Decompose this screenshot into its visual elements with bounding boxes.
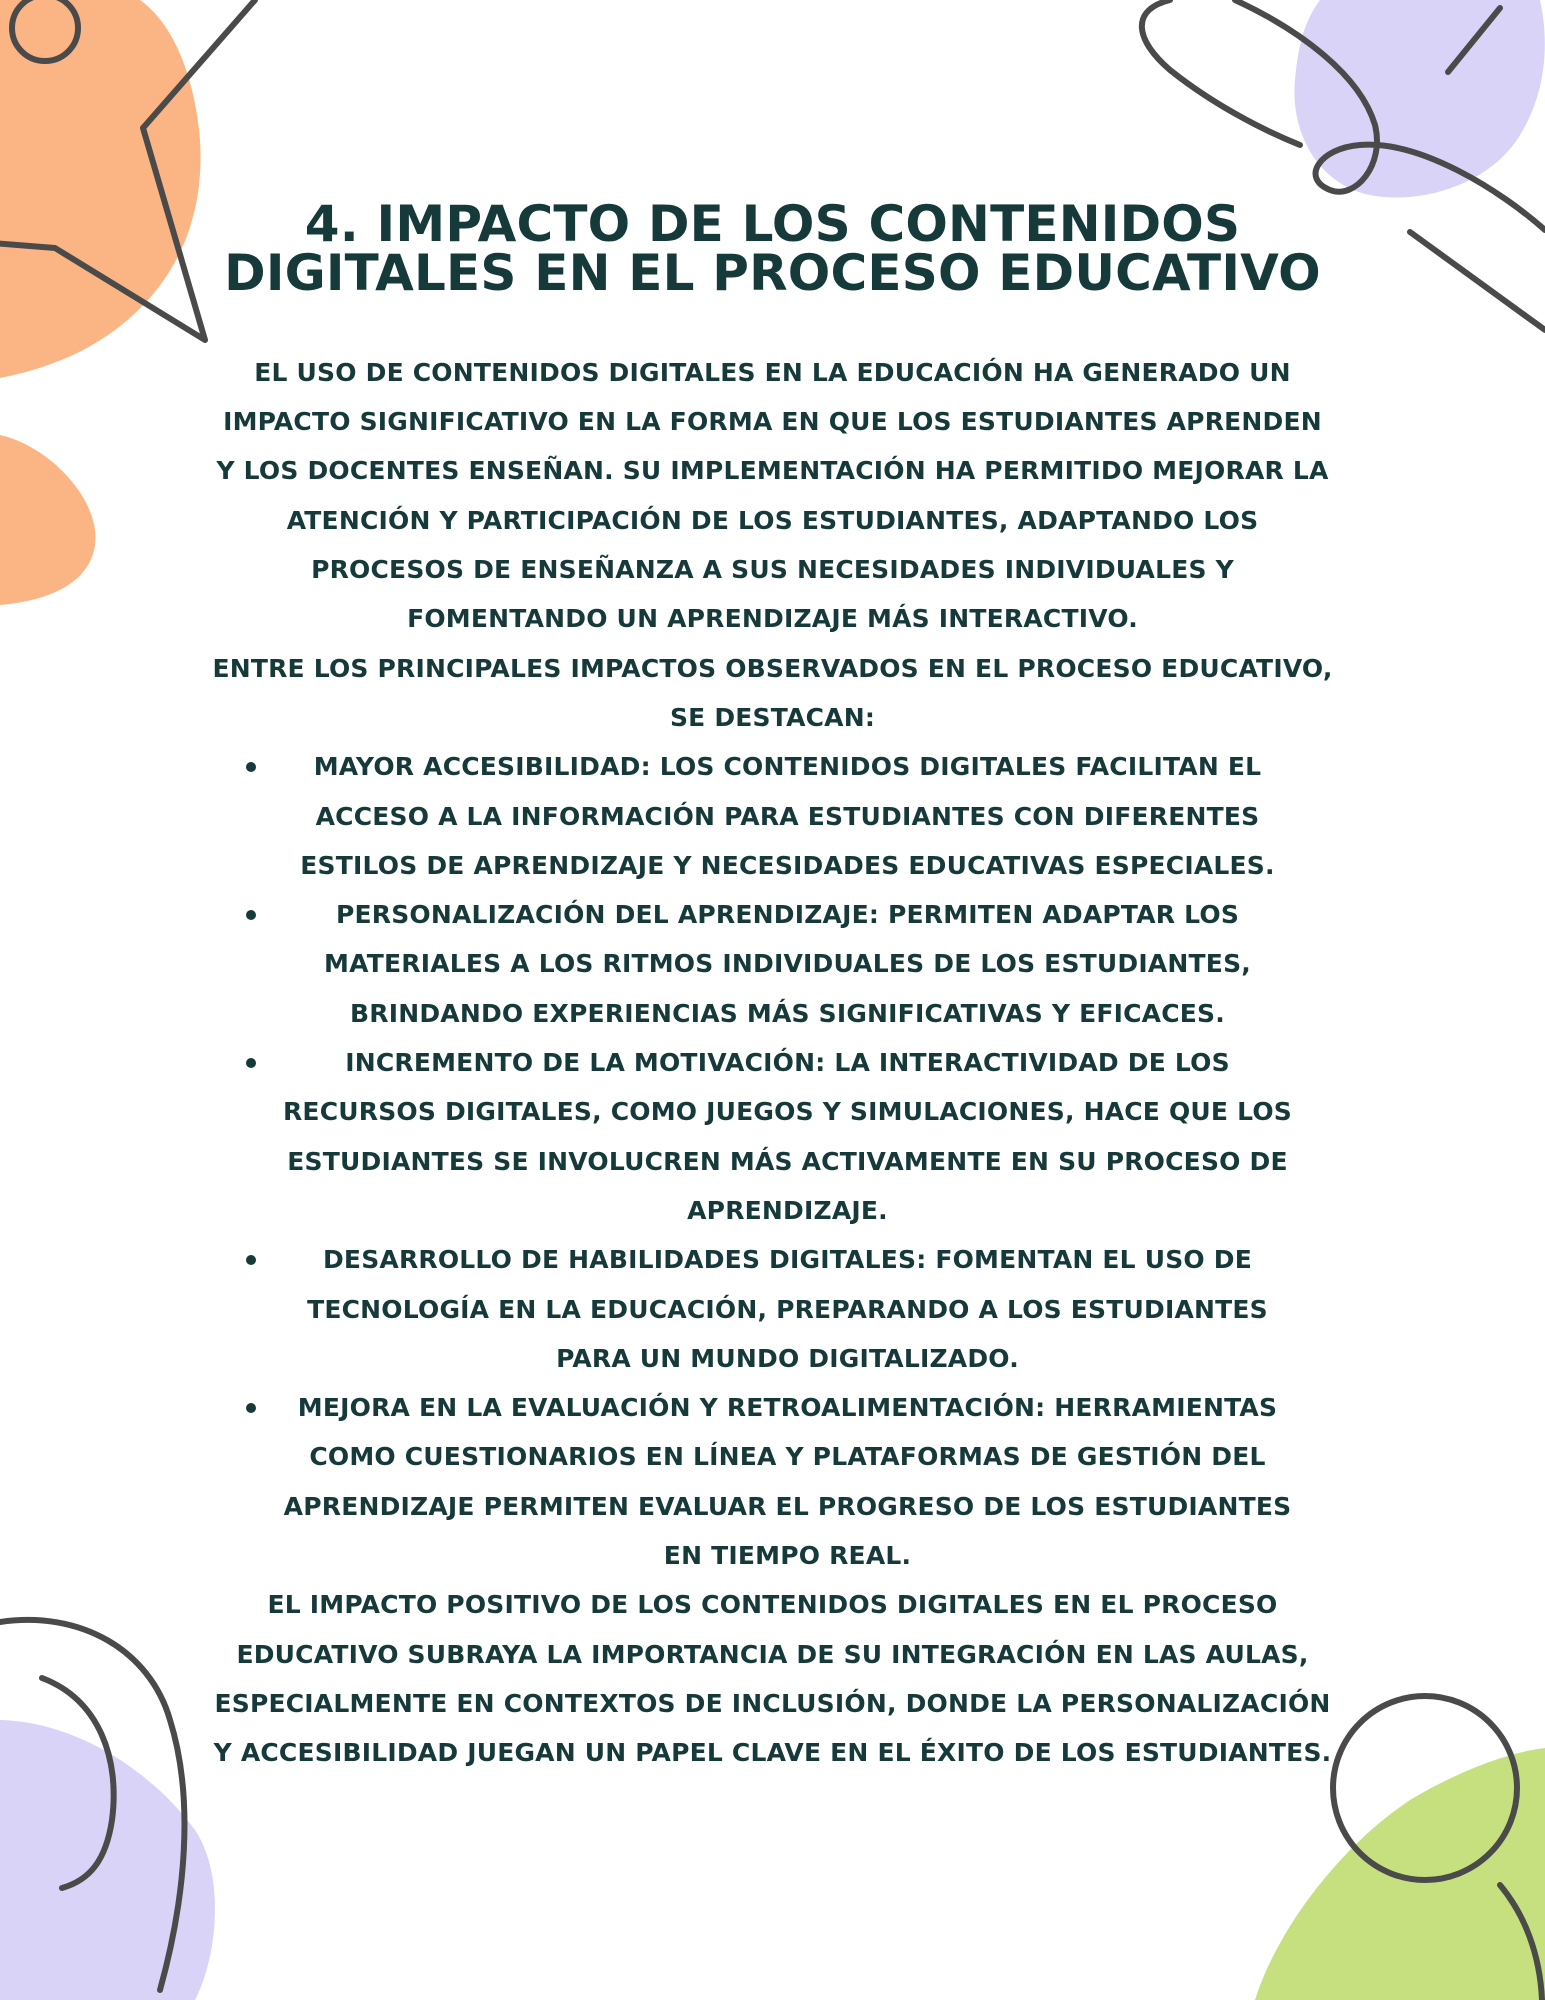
list-item xyxy=(210,742,1335,890)
list-item-text: DESARROLLO DE HABILIDADES DIGITALES: FOMENTAN EL USO DE TECNOLOGÍA EN LA EDUCACIÓN, PREPARANDO A LOS ESTUDIANTES PARA UN MUNDO DIGITALIZADO. xyxy=(307,1245,1268,1373)
intro-paragraph: EL USO DE CONTENIDOS DIGITALES EN LA EDUCACIÓN HA GENERADO UN IMPACTO SIGNIFICATIVO EN LA FORMA EN QUE LOS ESTUDIANTES APRENDEN Y LOS DOCENTES ENSEÑAN. SU IMPLEMENTACIÓN HA PERMITIDO MEJORAR LA ATENCIÓN Y PARTICIPACIÓN DE LOS ESTUDIANTES, ADAPTANDO LOS PROCESOS DE ENSEÑANZA A SUS NECESIDADES INDIVIDUALES Y FOMENTANDO UN APRENDIZAJE MÁS INTERACTIVO. xyxy=(216,357,1329,634)
peach-blob-left xyxy=(0,435,95,605)
bullet-icon xyxy=(246,762,256,772)
conclusion-paragraph: EL IMPACTO POSITIVO DE LOS CONTENIDOS DIGITALES EN EL PROCESO EDUCATIVO SUBRAYA LA IMPORTANCIA DE SU INTEGRACIÓN EN LAS AULAS, ESPECIALMENTE EN CONTEXTOS DE INCLUSIÓN, DONDE LA PERSONALIZACIÓN Y ACCESIBILIDAD JUEGAN UN PAPEL CLAVE EN EL ÉXITO DE LOS ESTUDIANTES. xyxy=(213,1590,1332,1768)
list-item xyxy=(210,1038,1335,1235)
impacts-list xyxy=(210,742,1335,1580)
list-item-text: INCREMENTO DE LA MOTIVACIÓN: LA INTERACTIVIDAD DE LOS RECURSOS DIGITALES, COMO JUEGOS Y SIMULACIONES, HACE QUE LOS ESTUDIANTES SE INVOLUCREN MÁS ACTIVAMENTE EN SU PROCESO DE APRENDIZAJE. xyxy=(282,1048,1293,1225)
bullet-icon xyxy=(246,1403,256,1413)
lead-in-paragraph: ENTRE LOS PRINCIPALES IMPACTOS OBSERVADOS EN EL PROCESO EDUCATIVO, SE DESTACAN: xyxy=(212,653,1333,732)
list-item-text: PERSONALIZACIÓN DEL APRENDIZAJE: PERMITEN ADAPTAR LOS MATERIALES A LOS RITMOS INDIVIDUALES DE LOS ESTUDIANTES, BRINDANDO EXPERIENCIAS MÁS SIGNIFICATIVAS Y EFICACES. xyxy=(324,900,1251,1028)
lavender-blob-top-right xyxy=(1294,0,1544,198)
document-body xyxy=(210,195,1335,1778)
diagonal-line-right xyxy=(1410,232,1545,330)
bullet-icon xyxy=(246,1058,256,1068)
list-item xyxy=(210,1235,1335,1383)
list-item xyxy=(210,890,1335,1038)
section-heading: 4. IMPACTO DE LOS CONTENIDOS DIGITALES EN EL PROCESO EDUCATIVO xyxy=(224,195,1321,303)
list-item-text: MAYOR ACCESIBILIDAD: LOS CONTENIDOS DIGITALES FACILITAN EL ACCESO A LA INFORMACIÓN PARA ESTUDIANTES CON DIFERENTES ESTILOS DE APRENDIZAJE Y NECESIDADES EDUCATIVAS ESPECIALES. xyxy=(300,752,1275,880)
bullet-icon xyxy=(246,1255,256,1265)
list-item-text: MEJORA EN LA EVALUACIÓN Y RETROALIMENTACIÓN: HERRAMIENTAS COMO CUESTIONARIOS EN LÍNEA Y PLATAFORMAS DE GESTIÓN DEL APRENDIZAJE PERMITEN EVALUAR EL PROGRESO DE LOS ESTUDIANTES EN TIEMPO REAL. xyxy=(283,1393,1292,1571)
bullet-icon xyxy=(246,910,256,920)
list-item xyxy=(210,1383,1335,1580)
